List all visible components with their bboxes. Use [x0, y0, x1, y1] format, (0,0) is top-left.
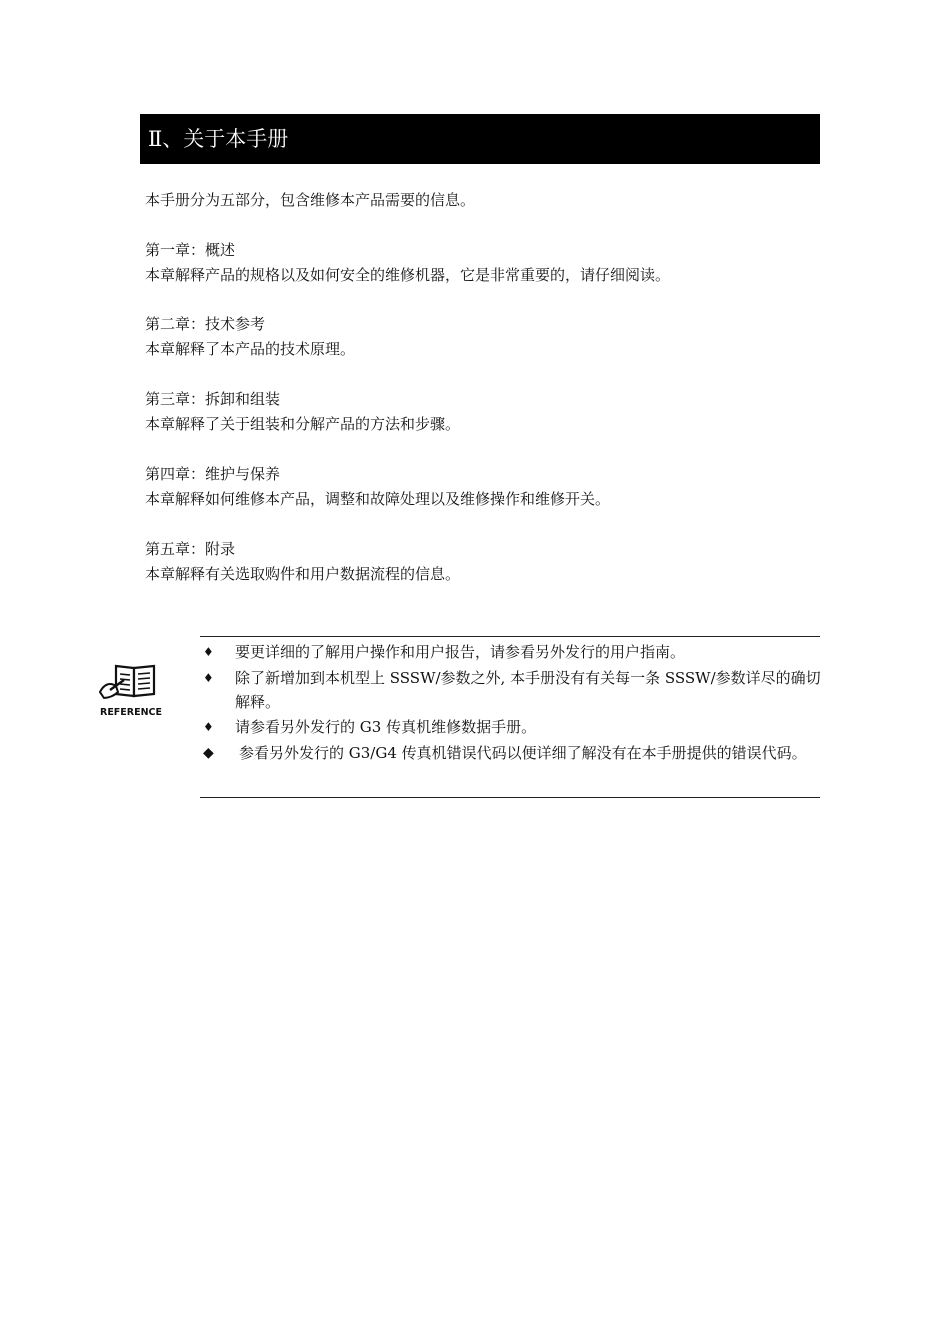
- chapter-block: [145, 462, 610, 512]
- chapter-description: 本章解释产品的规格以及如何安全的维修机器，它是非常重要的，请仔细阅读。: [145, 266, 671, 284]
- list-item: [200, 741, 822, 765]
- reference-item-text: 请参看另外发行的 G3 传真机维修数据手册。: [235, 718, 537, 736]
- chapter-description: 本章解释了本产品的技术原理。: [145, 340, 356, 358]
- chapter-title: 第二章：技术参考: [145, 315, 266, 333]
- chapter-title: 第一章：概述: [145, 241, 236, 259]
- chapter-block: [145, 238, 670, 288]
- svg-text:REFERENCE: REFERENCE: [100, 707, 162, 718]
- section-header: [140, 114, 820, 164]
- section-title: Ⅱ、关于本手册: [148, 127, 289, 151]
- reference-item-text: 参看另外发行的 G3/G4 传真机错误代码以便详细了解没有在本手册提供的错误代码。: [239, 744, 807, 762]
- list-item: [200, 715, 822, 739]
- chapter-title: 第四章：维护与保养: [145, 465, 281, 483]
- chapter-title: 第五章：附录: [145, 540, 236, 558]
- reference-book-icon: [96, 662, 162, 720]
- chapter-block: [145, 312, 355, 362]
- chapter-description: 本章解释有关选取购件和用户数据流程的信息。: [145, 565, 461, 583]
- bullet-diamond-icon: ♦: [203, 671, 214, 685]
- chapter-description: 本章解释如何维修本产品，调整和故障处理以及维修操作和维修开关。: [145, 490, 611, 508]
- bullet-diamond-icon: ◆: [203, 745, 214, 761]
- list-item: [200, 666, 822, 714]
- bullet-diamond-icon: ♦: [203, 720, 214, 734]
- reference-list: [200, 640, 822, 765]
- chapter-description: 本章解释了关于组装和分解产品的方法和步骤。: [145, 415, 461, 433]
- chapter-block: [145, 387, 460, 437]
- bullet-diamond-icon: ♦: [203, 645, 214, 659]
- reference-item-text: 除了新增加到本机型上 SSSW/参数之外, 本手册没有有关每一条 SSSW/参数详尽的确切解释。: [235, 669, 821, 711]
- intro-paragraph: 本手册分为五部分，包含维修本产品需要的信息。: [145, 191, 476, 209]
- chapter-title: 第三章：拆卸和组装: [145, 390, 281, 408]
- list-item: [200, 640, 822, 664]
- chapter-block: [145, 537, 460, 587]
- reference-bottom-divider: [200, 797, 820, 798]
- reference-top-divider: [200, 636, 820, 637]
- reference-item-text: 要更详细的了解用户操作和用户报告，请参看另外发行的用户指南。: [235, 643, 686, 661]
